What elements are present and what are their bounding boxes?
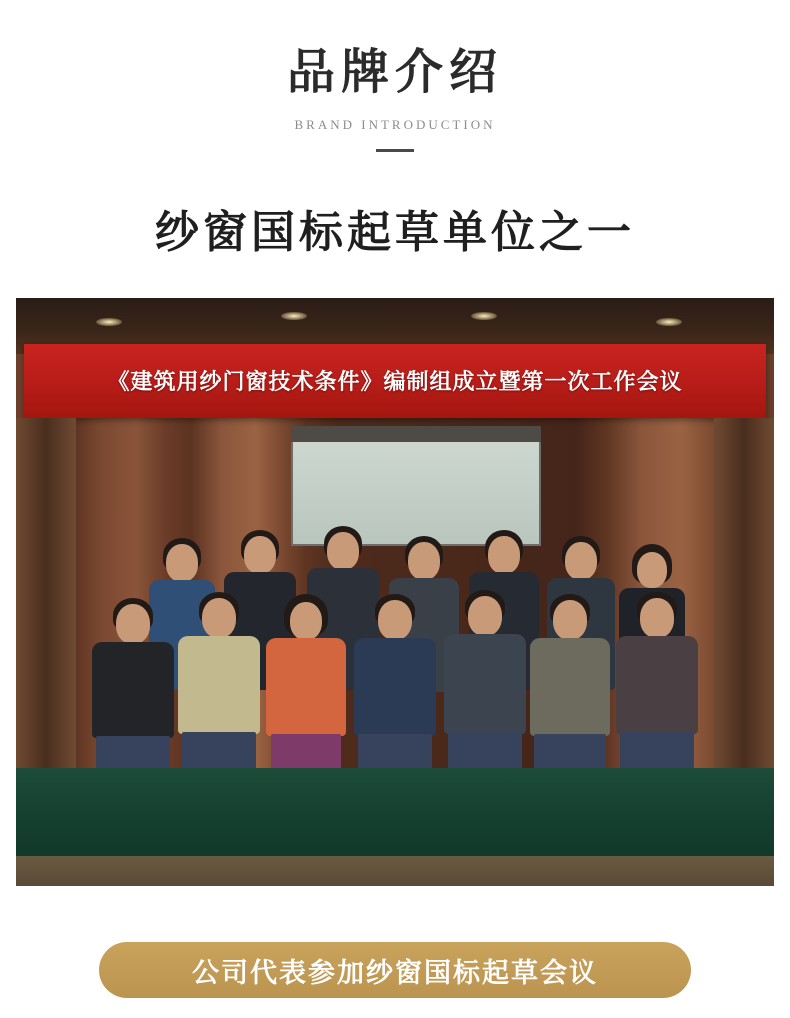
projection-screen-header bbox=[291, 426, 541, 442]
person-front-3 bbox=[262, 594, 350, 778]
person-front-2 bbox=[174, 592, 264, 778]
person-front-5 bbox=[440, 590, 530, 778]
page-subtitle-english: BRAND INTRODUCTION bbox=[294, 116, 496, 132]
photo-caption-text: 公司代表参加纱窗国标起草会议 bbox=[192, 957, 598, 989]
ceiling-light-icon bbox=[96, 318, 122, 326]
person-front-7 bbox=[612, 592, 702, 778]
conference-banner bbox=[24, 344, 766, 418]
section-heading: 纱窗国标起草单位之一 bbox=[155, 206, 635, 258]
photo-caption-banner bbox=[99, 942, 691, 998]
ceiling-light-icon bbox=[656, 318, 682, 326]
title-divider bbox=[376, 149, 414, 152]
banner-text: 《建筑用纱门窗技术条件》编制组成立暨第一次工作会议 bbox=[107, 370, 683, 396]
curtain-right bbox=[714, 418, 774, 768]
photo-floor bbox=[16, 856, 774, 886]
page-title: 品牌介绍 bbox=[286, 44, 503, 100]
page-header bbox=[0, 0, 790, 260]
person-front-6 bbox=[526, 594, 614, 778]
ceiling-light-icon bbox=[471, 312, 497, 320]
curtain-left bbox=[16, 418, 76, 768]
person-front-4 bbox=[350, 594, 440, 778]
person-front-1 bbox=[88, 598, 178, 778]
caption-container bbox=[0, 942, 790, 998]
conference-group-photo bbox=[16, 298, 774, 886]
ceiling-light-icon bbox=[281, 312, 307, 320]
